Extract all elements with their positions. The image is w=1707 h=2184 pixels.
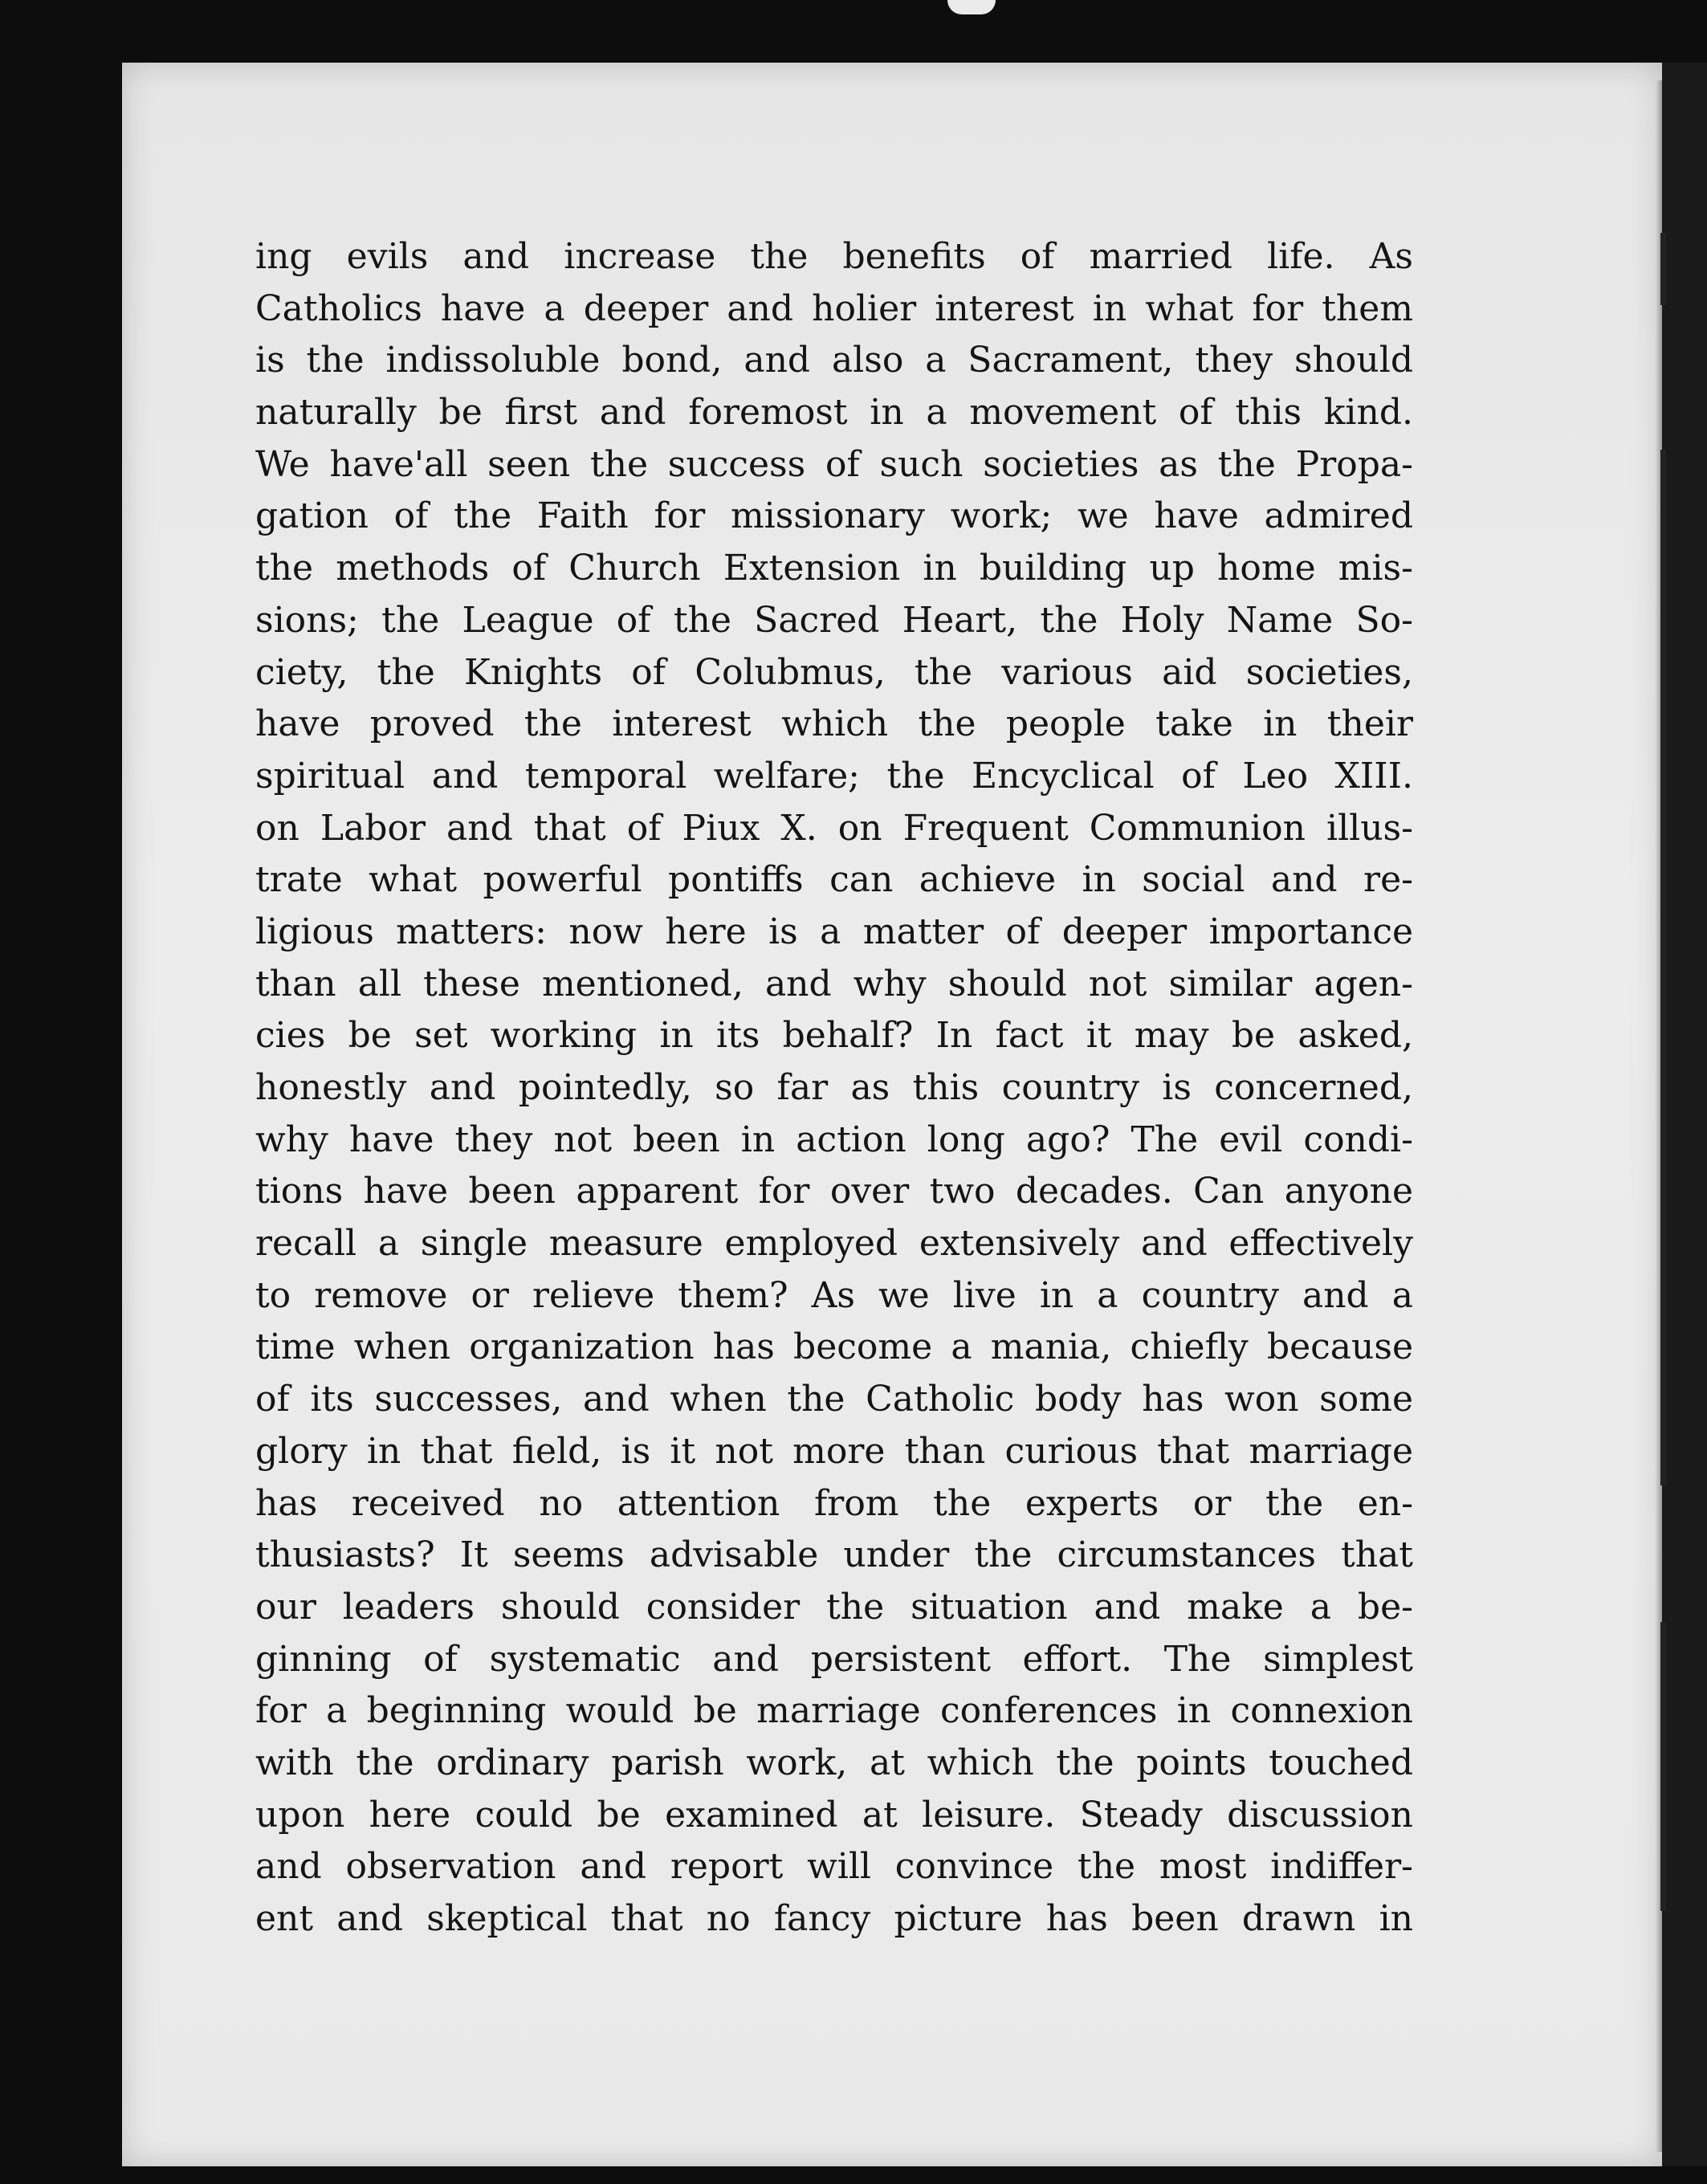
scan-artifact bbox=[1660, 450, 1666, 1485]
text-line: ent and skeptical that no fancy picture has been drawn in bbox=[255, 1898, 1413, 1939]
text-line: has received no attention from the experts or the en- bbox=[255, 1482, 1413, 1524]
text-line: honestly and pointedly, so far as this country is concerned, bbox=[255, 1067, 1413, 1108]
text-line: trate what powerful pontiffs can achieve in social and re- bbox=[255, 859, 1413, 901]
text-line: ligious matters: now here is a matter of deeper importance bbox=[255, 911, 1413, 952]
text-line: on Labor and that of Piux X. on Frequent Communion illus- bbox=[255, 807, 1413, 849]
text-line: ing evils and increase the benefits of married life. As bbox=[255, 236, 1413, 277]
text-line: for a beginning would be marriage conferences in connexion bbox=[255, 1690, 1413, 1732]
text-line: We have'all seen the success of such societies as the Propa- bbox=[255, 443, 1413, 485]
text-line: the methods of Church Extension in building up home mis- bbox=[255, 548, 1413, 589]
text-line: glory in that field, is it not more than curious that marriage bbox=[255, 1430, 1413, 1472]
text-line: have proved the interest which the people take in their bbox=[255, 703, 1413, 745]
text-line: our leaders should consider the situation and make a be- bbox=[255, 1586, 1413, 1628]
text-line: naturally be first and foremost in a movement of this kind. bbox=[255, 392, 1413, 434]
text-line: tions have been apparent for over two decades. Can anyone bbox=[255, 1171, 1413, 1212]
text-line: why have they not been in action long ago? The evil condi- bbox=[255, 1118, 1413, 1160]
text-line: of its successes, and when the Catholic body has won some bbox=[255, 1379, 1413, 1420]
text-line: and observation and report will convince the most indiffer- bbox=[255, 1846, 1413, 1888]
text-line: spiritual and temporal welfare; the Encyclical of Leo XIII. bbox=[255, 755, 1413, 797]
scan-artifact bbox=[947, 0, 996, 14]
body-text bbox=[255, 231, 1413, 1946]
scan-artifact bbox=[1660, 233, 1666, 305]
binding-gutter bbox=[1662, 63, 1707, 2166]
text-line: Catholics have a deeper and holier interest in what for them bbox=[255, 287, 1413, 329]
text-line: ciety, the Knights of Colubmus, the various aid societies, bbox=[255, 651, 1413, 693]
text-line: time when organization has become a mania, chiefly because bbox=[255, 1326, 1413, 1368]
text-line: upon here could be examined at leisure. Steady discussion bbox=[255, 1794, 1413, 1836]
text-line: ginning of systematic and persistent effort. The simplest bbox=[255, 1638, 1413, 1680]
text-line: thusiasts? It seems advisable under the circumstances that bbox=[255, 1534, 1413, 1576]
text-line: sions; the League of the Sacred Heart, the Holy Name So- bbox=[255, 599, 1413, 641]
text-line: is the indissoluble bond, and also a Sacrament, they should bbox=[255, 340, 1413, 381]
text-line: recall a single measure employed extensively and effectively bbox=[255, 1223, 1413, 1265]
scan-artifact bbox=[1660, 1622, 1666, 1911]
text-line: than all these mentioned, and why should not similar agen- bbox=[255, 963, 1413, 1004]
text-line: cies be set working in its behalf? In fact it may be asked, bbox=[255, 1015, 1413, 1057]
text-line: to remove or relieve them? As we live in a country and a bbox=[255, 1274, 1413, 1316]
text-line: with the ordinary parish work, at which the points touched bbox=[255, 1742, 1413, 1783]
text-line: gation of the Faith for missionary work; we have admired bbox=[255, 495, 1413, 537]
